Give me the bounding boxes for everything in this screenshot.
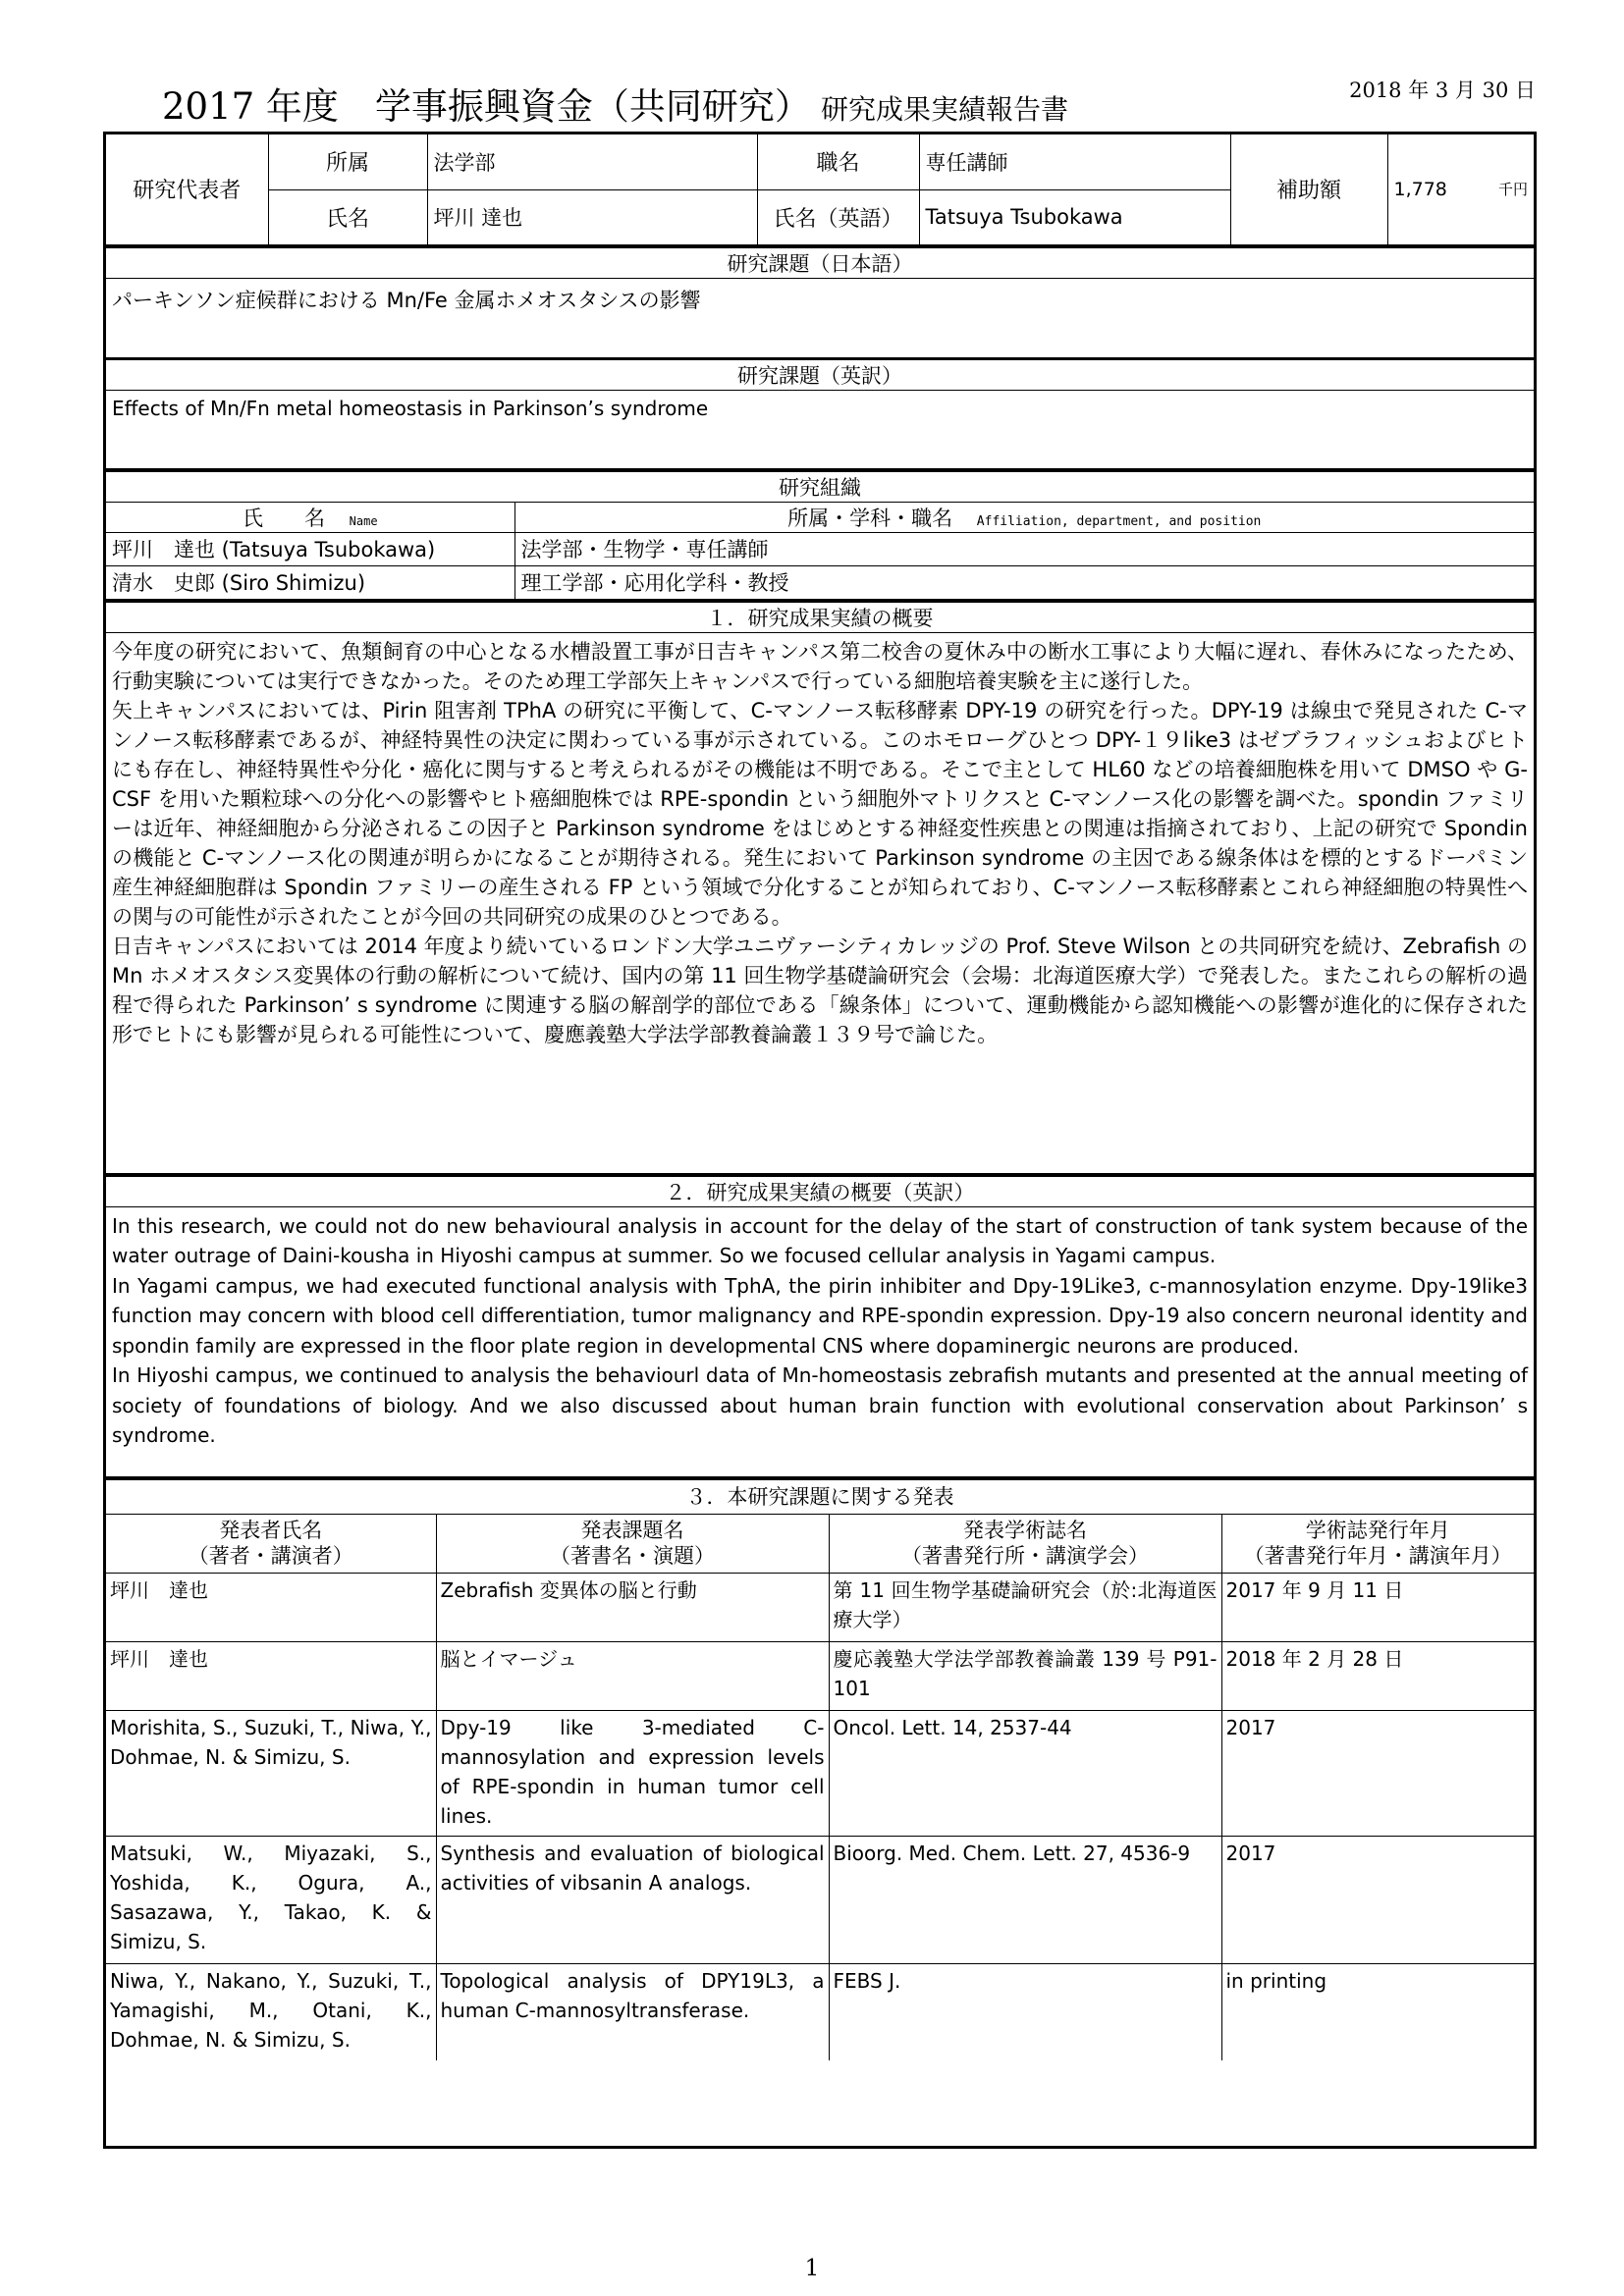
grant-label: 補助額 bbox=[1230, 134, 1387, 244]
member-affiliation: 理工学部・応用化学科・教授 bbox=[514, 565, 1534, 599]
publications-table bbox=[106, 1477, 1534, 2061]
summary-jp-body bbox=[106, 632, 1534, 1173]
affiliation-label: 所属 bbox=[268, 134, 427, 189]
pub-journal: 慶応義塾大学法学部教養論叢 139 号 P91-101 bbox=[829, 1641, 1221, 1710]
grant-unit: 千円 bbox=[1497, 180, 1528, 198]
summary-jp-heading: １．研究成果実績の概要 bbox=[106, 601, 1534, 632]
pub-col-title-sub: （著書名・演題） bbox=[550, 1544, 715, 1568]
summary-jp-paragraph: 矢上キャンパスにおいては、Pirin 阻害剤 TPhA の研究に平衡して、C-マンノース転移酵素 DPY-19 の研究を行った。DPY-19 は線虫で発見された C-マンノース転移酵素であるが、神経特異性の決定に関わっている事が示されている。このホモローグひとつ DPY-１９like3 はゼブラフィッシュおよびヒトにも存在し、神経特異性や分化・癌化に関与すると考えられるがその機能は不明である。そこで主として HL60 などの培養細胞株を用いて DMSO や G-CSF を用いた顆粒球への分化への影響やヒト癌細胞株では RPE-spondin という細胞外マトリクスと C-マンノース化の影響を調べた。spondin ファミリーは近年、神経細胞から分泌されるこの因子と Parkinson syndrome をはじめとする神経変性疾患との関連は指摘されており、上記の研究で Spondin の機能と C-マンノース化の関連が明らかになることが期待される。発生において Parkinson syndrome の主因である線条体はを標的とするドーパミン産生神経細胞群は Spondin ファミリーの産生される FP という領域で分化することが知られており、C-マンノース転移酵素とこれら神経細胞の特異性への関与の可能性が示されたことが今回の共同研究の成果のひとつである。 bbox=[112, 698, 1528, 929]
position-value: 専任講師 bbox=[919, 134, 1230, 189]
pub-col-author-sub: （著者・講演者） bbox=[188, 1544, 353, 1568]
summary-en-body bbox=[106, 1206, 1534, 1476]
organization-heading: 研究組織 bbox=[106, 470, 1534, 502]
grant-value: 1,778 bbox=[1393, 178, 1447, 200]
table-row bbox=[106, 1963, 1534, 2060]
org-col-affil-jp: 所属・学科・職名 bbox=[787, 506, 953, 530]
pub-author: 坪川 達也 bbox=[106, 1573, 436, 1641]
report-title-main: 2017 年度 学事振興資金（共同研究） bbox=[162, 85, 811, 128]
org-col-name-en: Name bbox=[349, 513, 378, 528]
pub-title: Dpy-19 like 3-mediated C-mannosylation and expression levels of RPE-spondin in human tumor cell lines. bbox=[436, 1710, 829, 1836]
pub-col-title-title: 発表課題名 bbox=[580, 1519, 684, 1542]
pub-date: 2017 年 9 月 11 日 bbox=[1221, 1573, 1534, 1641]
report-title-sub: 研究成果実績報告書 bbox=[820, 93, 1068, 126]
pub-author: 坪川 達也 bbox=[106, 1641, 436, 1710]
table-row bbox=[106, 1641, 1534, 1710]
pub-journal: Oncol. Lett. 14, 2537-44 bbox=[829, 1710, 1221, 1836]
name-value: 坪川 達也 bbox=[427, 189, 757, 244]
table-row bbox=[106, 1836, 1534, 1963]
summary-en-paragraph: In Hiyoshi campus, we continued to analysis the behaviourl data of Mn-homeostasis zebrafish mutants and presented at the annual meeting of society of foundations of biology. And we also discussed about human brain function with evolutional conservation about Parkinson’ s syndrome. bbox=[112, 1363, 1528, 1447]
table-row bbox=[106, 1710, 1534, 1836]
page-number: 1 bbox=[804, 2256, 820, 2281]
topic-jp-heading: 研究課題（日本語） bbox=[106, 246, 1534, 278]
pub-date: 2018 年 2 月 28 日 bbox=[1221, 1641, 1534, 1710]
member-name: 坪川 達也 (Tatsuya Tsubokawa) bbox=[106, 532, 514, 565]
pub-col-journal-title: 発表学術誌名 bbox=[963, 1519, 1087, 1542]
research-organization-table bbox=[106, 469, 1534, 600]
org-col-affil-en: Affiliation, department, and position bbox=[976, 513, 1262, 529]
pub-journal: Bioorg. Med. Chem. Lett. 27, 4536-9 bbox=[829, 1836, 1221, 1963]
pub-col-journal bbox=[829, 1514, 1221, 1573]
report-title bbox=[162, 77, 1068, 130]
table-row bbox=[106, 1573, 1534, 1641]
summary-jp-table bbox=[106, 600, 1534, 1174]
pub-title: Zebrafish 変異体の脳と行動 bbox=[436, 1573, 829, 1641]
grant-amount bbox=[1387, 134, 1534, 244]
representative-info-table bbox=[106, 134, 1534, 245]
pub-col-title bbox=[436, 1514, 829, 1573]
pub-col-author-title: 発表者氏名 bbox=[219, 1519, 323, 1542]
pub-author: Morishita, S., Suzuki, T., Niwa, Y., Dohmae, N. & Simizu, S. bbox=[106, 1710, 436, 1836]
summary-en-paragraph: In this research, we could not do new behavioural analysis in account for the delay of the start of construction of tank system because of the water outrage of Daini-kousha in Hiyoshi campus at summer. So we focused cellular analysis in Yagami campus. bbox=[112, 1213, 1528, 1267]
topic-en-heading: 研究課題（英訳） bbox=[106, 358, 1534, 390]
member-affiliation: 法学部・生物学・専任講師 bbox=[514, 532, 1534, 565]
name-en-label: 氏名（英語） bbox=[757, 189, 919, 244]
name-label: 氏名 bbox=[268, 189, 427, 244]
research-topic-table bbox=[106, 245, 1534, 469]
pub-col-journal-sub: （著書発行所・講演学会） bbox=[901, 1544, 1149, 1568]
affiliation-value: 法学部 bbox=[427, 134, 757, 189]
report-date: 2018 年 3 月 30 日 bbox=[1349, 79, 1536, 102]
representative-label: 研究代表者 bbox=[106, 134, 268, 244]
pub-col-date-title: 学術誌発行年月 bbox=[1305, 1519, 1450, 1542]
org-col-name-jp: 氏 名 bbox=[242, 506, 325, 530]
summary-en-table bbox=[106, 1174, 1534, 1477]
publications-heading: ３．本研究課題に関する発表 bbox=[106, 1478, 1534, 1514]
pub-title: Topological analysis of DPY19L3, a human C-mannosyltransferase. bbox=[436, 1963, 829, 2060]
pub-title: Synthesis and evaluation of biological activities of vibsanin A analogs. bbox=[436, 1836, 829, 1963]
pub-date: in printing bbox=[1221, 1963, 1534, 2060]
pub-title: 脳とイマージュ bbox=[436, 1641, 829, 1710]
summary-en-paragraph: In Yagami campus, we had executed functional analysis with TphA, the pirin inhibiter and Dpy-19Like3, c-mannosylation enzyme. Dpy-19like3 function may concern with blood cell differentiation, tumor malignancy and RPE-spondin expression. Dpy-19 also concern neuronal identity and spondin family are expressed in the floor plate region in developmental CNS where dopaminergic neurons are produced. bbox=[112, 1273, 1528, 1358]
org-col-name bbox=[106, 502, 514, 532]
pub-journal: FEBS J. bbox=[829, 1963, 1221, 2060]
member-name: 清水 史郎 (Siro Shimizu) bbox=[106, 565, 514, 599]
summary-jp-paragraph: 日吉キャンパスにおいては 2014 年度より続いているロンドン大学ユニヴァーシティカレッジの Prof. Steve Wilson との共同研究を続け、Zebrafish の Mn ホメオスタシス変異体の行動の解析について続け、国内の第 11 回生物学基礎論研究会（会場：北海道医療大学）で発表した。またこれらの解析の過程で得られた Parkinson’ s syndrome に関連する脳の解剖学的部位である「線条体」について、運動機能から認知機能への影響が進化的に保存された形でヒトにも影響が見られる可能性について、慶應義塾大学法学部教養論叢１３９号で論じた。 bbox=[112, 934, 1528, 1046]
pub-date: 2017 bbox=[1221, 1710, 1534, 1836]
position-label: 職名 bbox=[757, 134, 919, 189]
topic-jp-text: パーキンソン症候群における Mn/Fe 金属ホメオスタシスの影響 bbox=[106, 278, 1534, 358]
pub-col-date bbox=[1221, 1514, 1534, 1573]
report-form bbox=[103, 132, 1537, 2149]
name-en-value: Tatsuya Tsubokawa bbox=[919, 189, 1230, 244]
pub-col-author bbox=[106, 1514, 436, 1573]
pub-journal: 第 11 回生物学基礎論研究会（於:北海道医療大学） bbox=[829, 1573, 1221, 1641]
topic-en-text: Effects of Mn/Fn metal homeostasis in Parkinson’s syndrome bbox=[106, 390, 1534, 468]
summary-en-heading: ２．研究成果実績の概要（英訳） bbox=[106, 1175, 1534, 1206]
pub-author: Niwa, Y., Nakano, Y., Suzuki, T., Yamagishi, M., Otani, K., Dohmae, N. & Simizu, S. bbox=[106, 1963, 436, 2060]
pub-date: 2017 bbox=[1221, 1836, 1534, 1963]
pub-author: Matsuki, W., Miyazaki, S., Yoshida, K., Ogura, A., Sasazawa, Y., Takao, K. & Simizu, S. bbox=[106, 1836, 436, 1963]
pub-col-date-sub: （著書発行年月・講演年月） bbox=[1243, 1544, 1512, 1568]
org-col-affil bbox=[514, 502, 1534, 532]
summary-jp-paragraph: 今年度の研究において、魚類飼育の中心となる水槽設置工事が日吉キャンパス第二校舎の夏休み中の断水工事により大幅に遅れ、春休みになったため、行動実験については実行できなかった。そのため理工学部矢上キャンパスで行っている細胞培養実験を主に遂行した。 bbox=[112, 639, 1528, 693]
